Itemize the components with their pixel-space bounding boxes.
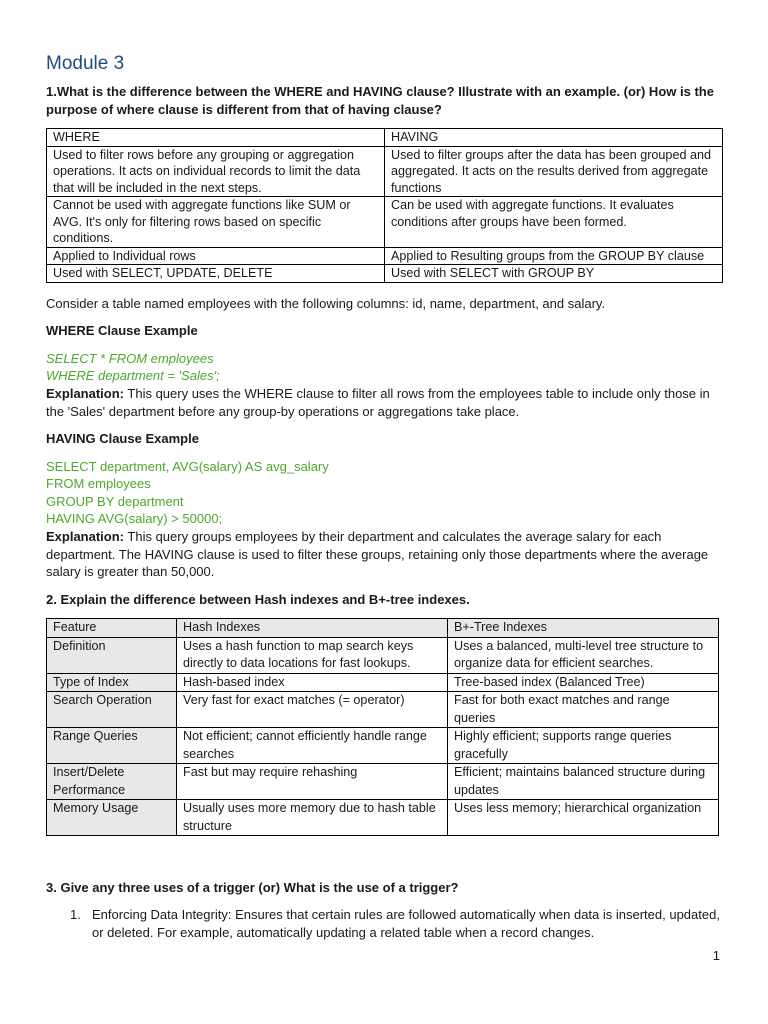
table-cell: Can be used with aggregate functions. It evaluates conditions after groups have been formed. [385, 197, 723, 248]
table-cell: Tree-based index (Balanced Tree) [448, 673, 719, 692]
having-code-line: SELECT department, AVG(salary) AS avg_salary [46, 459, 329, 474]
table-row [47, 265, 723, 283]
where-code-line: WHERE department = 'Sales'; [46, 368, 220, 383]
feature-cell: Range Queries [47, 728, 177, 764]
table-cell: Usually uses more memory due to hash table structure [177, 800, 448, 836]
having-example-title: HAVING Clause Example [46, 431, 199, 446]
list-item-text: Enforcing Data Integrity: Ensures that certain rules are followed automatically when data is inserted, updated, or deleted. For example, automatically updating a related table when a record changes. [92, 907, 720, 940]
table-header-row [47, 619, 719, 638]
explanation-label: Explanation: [46, 386, 125, 401]
table-cell: Hash-based index [177, 673, 448, 692]
table-cell: Uses a hash function to map search keys directly to data locations for fast lookups. [177, 637, 448, 673]
having-code-line: GROUP BY department [46, 494, 184, 509]
table-row [47, 728, 719, 764]
explanation-text: This query groups employees by their department and calculates the average salary for each department. The HAVING clause is used to filter these groups, retaining only those departments where the average salary is greater than 50,000. [46, 529, 709, 579]
table-cell: Fast but may require rehashing [177, 764, 448, 800]
table-cell: Uses less memory; hierarchical organization [448, 800, 719, 836]
hash-btree-table [46, 618, 719, 836]
table-row [47, 692, 719, 728]
table-cell: Highly efficient; supports range queries gracefully [448, 728, 719, 764]
where-explanation [46, 385, 722, 420]
having-explanation [46, 528, 722, 581]
table-cell: Used with SELECT with GROUP BY [385, 265, 723, 283]
page-number: 1 [712, 948, 720, 963]
feature-cell: Insert/Delete Performance [47, 764, 177, 800]
table-row [47, 197, 723, 248]
table-row [47, 146, 723, 197]
feature-cell: Type of Index [47, 673, 177, 692]
having-code-line: HAVING AVG(salary) > 50000; [46, 511, 223, 526]
question-1: 1.What is the difference between the WHERE and HAVING clause? Illustrate with an example. (or) How is the purpose of where clause is different from that of having clause? [46, 84, 714, 117]
feature-cell: Search Operation [47, 692, 177, 728]
header-cell: B+-Tree Indexes [448, 619, 719, 638]
header-cell: HAVING [385, 129, 723, 147]
table-cell: Very fast for exact matches (= operator) [177, 692, 448, 728]
header-cell: Feature [47, 619, 177, 638]
feature-cell: Memory Usage [47, 800, 177, 836]
table-row [47, 800, 719, 836]
header-cell: Hash Indexes [177, 619, 448, 638]
having-code-line: FROM employees [46, 476, 151, 491]
header-cell: WHERE [47, 129, 385, 147]
list-item [46, 906, 722, 941]
table-cell: Efficient; maintains balanced structure during updates [448, 764, 719, 800]
table-cell: Cannot be used with aggregate functions like SUM or AVG. It's only for filtering rows based on specific conditions. [47, 197, 385, 248]
table-cell: Fast for both exact matches and range queries [448, 692, 719, 728]
table-cell: Applied to Individual rows [47, 247, 385, 265]
table-header-row [47, 129, 723, 147]
table-row [47, 764, 719, 800]
module-heading: Module 3 [46, 53, 125, 74]
table-row [47, 673, 719, 692]
trigger-uses-list [46, 906, 722, 941]
table-cell: Used to filter groups after the data has been grouped and aggregated. It acts on the results derived from aggregate functions [385, 146, 723, 197]
table-row [47, 247, 723, 265]
table-cell: Not efficient; cannot efficiently handle range searches [177, 728, 448, 764]
table-cell: Used with SELECT, UPDATE, DELETE [47, 265, 385, 283]
table-cell: Uses a balanced, multi-level tree structure to organize data for efficient searches. [448, 637, 719, 673]
where-example-title: WHERE Clause Example [46, 323, 198, 338]
where-code-line: SELECT * FROM employees [46, 351, 214, 366]
table-row [47, 637, 719, 673]
feature-cell: Definition [47, 637, 177, 673]
question-3: 3. Give any three uses of a trigger (or) What is the use of a trigger? [46, 880, 459, 895]
table-cell: Used to filter rows before any grouping or aggregation operations. It acts on individual records to limit the data that will be included in the next steps. [47, 146, 385, 197]
table-cell: Applied to Resulting groups from the GROUP BY clause [385, 247, 723, 265]
explanation-text: This query uses the WHERE clause to filter all rows from the employees table to include only those in the 'Sales' department before any group-by operations or aggregations take place. [46, 386, 710, 419]
list-number: 1. [70, 907, 81, 922]
question-2: 2. Explain the difference between Hash indexes and B+-tree indexes. [46, 592, 470, 607]
consider-text: Consider a table named employees with the following columns: id, name, department, and salary. [46, 296, 606, 311]
where-having-table [46, 128, 723, 283]
explanation-label: Explanation: [46, 529, 125, 544]
